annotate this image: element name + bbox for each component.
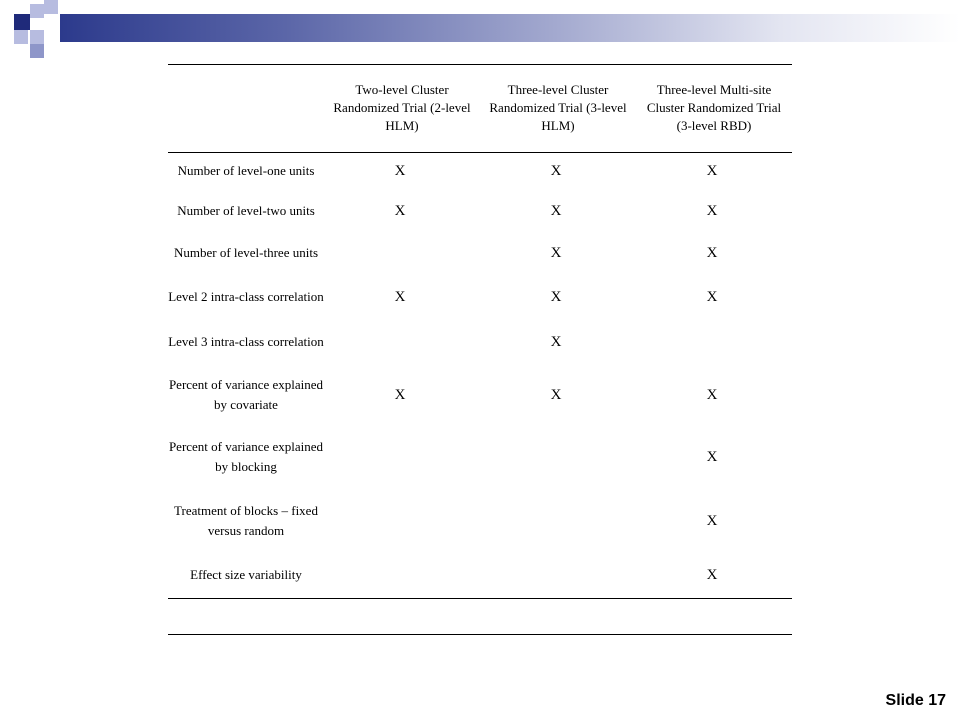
decorative-square [44, 0, 58, 14]
cell-mark-3level-rbd: X [706, 245, 718, 261]
cell-mark-3level-hlm [496, 432, 616, 482]
cell-mark-3level-rbd [652, 320, 772, 364]
cell-mark-2level-hlm [340, 320, 460, 364]
cell-mark-2level-hlm: X [394, 289, 406, 305]
cell-mark-3level-hlm: X [550, 289, 562, 305]
table-top-rule [168, 64, 792, 65]
row-label: Number of level-two units [177, 203, 315, 218]
cell-mark-3level-hlm: X [550, 245, 562, 261]
row-label: Effect size variability [190, 567, 302, 582]
column-header-3level-rbd: Three-level Multi-site Cluster Randomized Trial (3-level RBD) [646, 82, 782, 133]
decorative-square [30, 30, 44, 44]
row-label: Treatment of blocks – fixed versus random [174, 503, 318, 538]
cell-mark-3level-rbd: X [706, 567, 718, 583]
column-header-2level-hlm: Two-level Cluster Randomized Trial (2-level HLM) [333, 82, 471, 133]
header-gradient-bar [60, 14, 960, 42]
cell-mark-3level-rbd: X [706, 163, 718, 179]
cell-mark-3level-rbd: X [706, 203, 718, 219]
cell-mark-3level-hlm: X [550, 203, 562, 219]
cell-mark-3level-rbd: X [706, 449, 718, 465]
row-label: Number of level-three units [173, 245, 319, 260]
cell-mark-3level-rbd: X [706, 387, 718, 403]
row-label: Percent of variance explained by blocking [168, 439, 324, 474]
cell-mark-3level-rbd: X [706, 289, 718, 305]
decorative-square [14, 14, 30, 30]
decorative-square [14, 30, 28, 44]
cell-mark-3level-hlm [496, 496, 616, 546]
row-label: Level 3 intra-class correlation [168, 334, 324, 349]
decorative-square [30, 44, 44, 58]
cell-mark-2level-hlm: X [394, 203, 406, 219]
row-label: Percent of variance explained by covariate [168, 377, 324, 412]
cell-mark-3level-hlm: X [550, 163, 562, 179]
cell-mark-3level-hlm: X [550, 387, 562, 403]
cell-mark-3level-rbd: X [706, 513, 718, 529]
cell-mark-2level-hlm [340, 496, 460, 546]
cell-mark-3level-hlm: X [550, 334, 562, 350]
table-footer-rule [168, 634, 792, 635]
table-bottom-rule [168, 598, 792, 599]
cell-mark-2level-hlm: X [394, 163, 406, 179]
slide-number: Slide 17 [885, 692, 946, 709]
column-header-3level-hlm: Three-level Cluster Randomized Trial (3-level HLM) [489, 82, 627, 133]
cell-mark-3level-hlm [496, 562, 616, 588]
cell-mark-2level-hlm [340, 432, 460, 482]
cell-mark-2level-hlm [340, 562, 460, 588]
row-label: Level 2 intra-class correlation [168, 289, 324, 304]
cell-mark-2level-hlm: X [394, 387, 406, 403]
cell-mark-2level-hlm [340, 232, 460, 274]
row-label: Number of level-one units [177, 163, 315, 178]
decorative-square [30, 4, 44, 18]
